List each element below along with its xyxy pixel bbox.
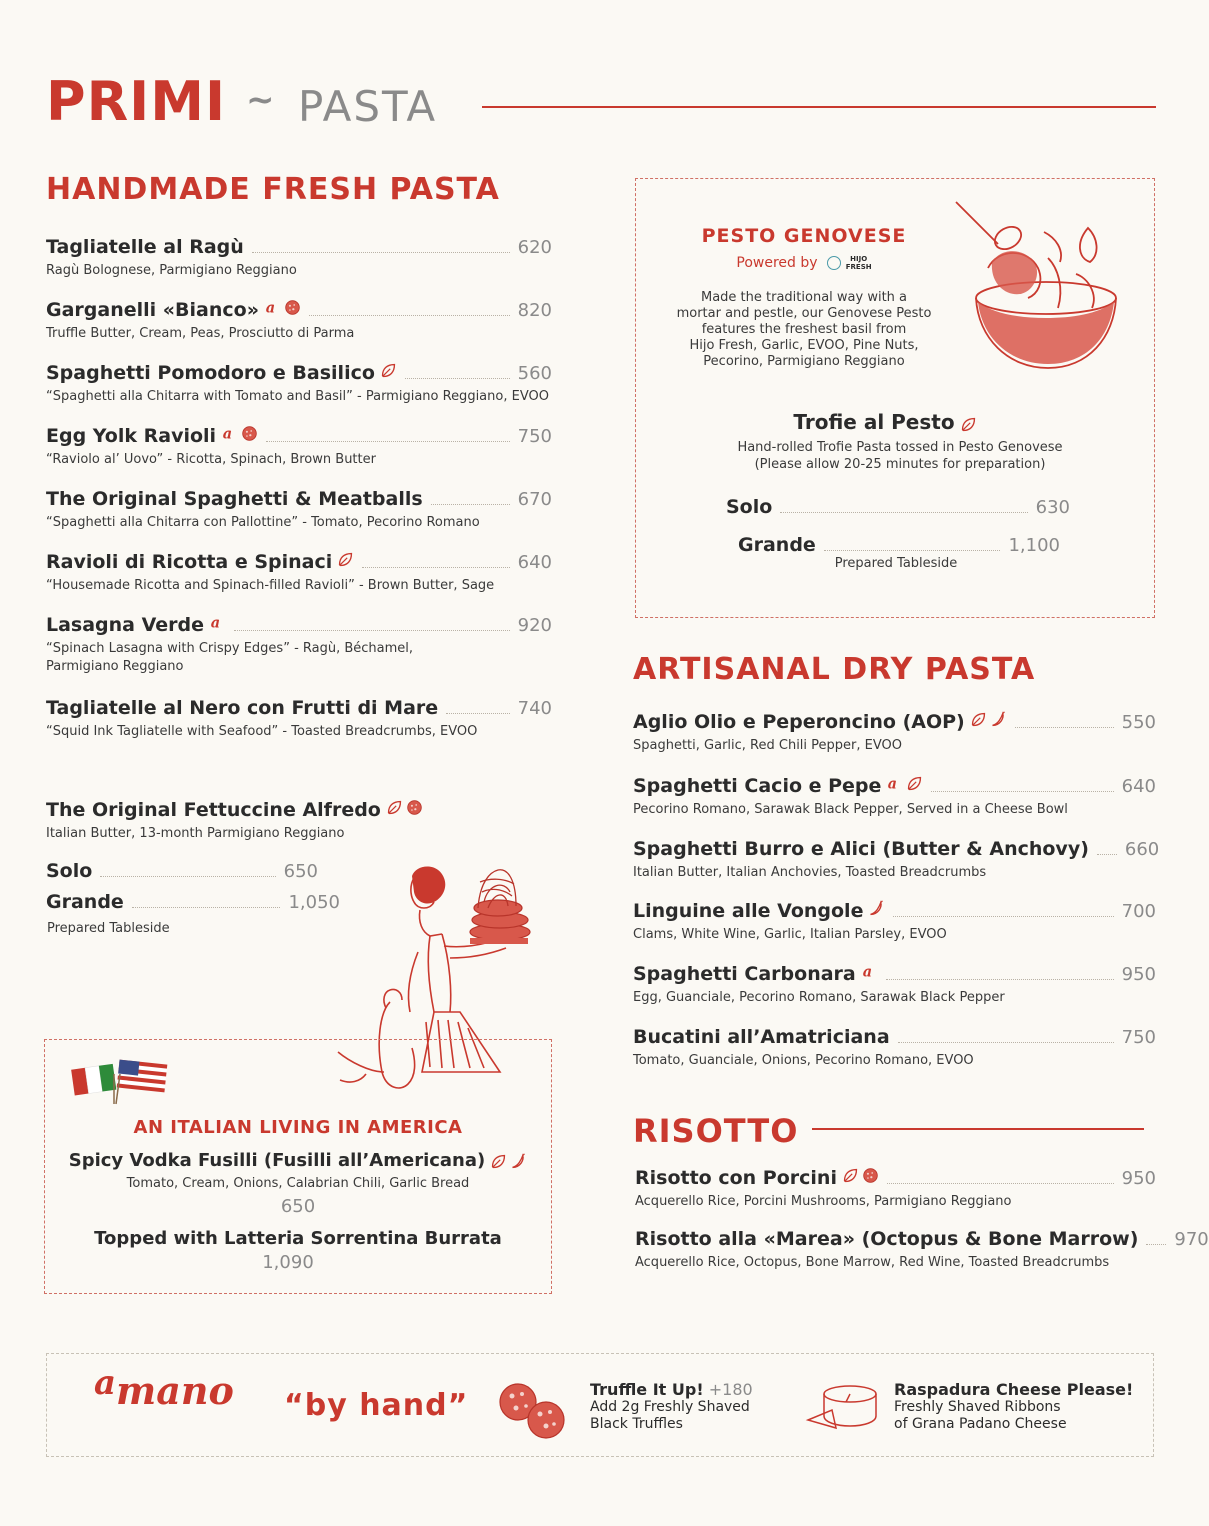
item-desc: Truffle Butter, Cream, Peas, Prosciutto di Parma xyxy=(46,326,355,341)
menu-item xyxy=(46,551,552,595)
amano-icon xyxy=(861,963,878,980)
item-desc: “Raviolo al’ Uovo” - Ricotta, Spinach, Brown Butter xyxy=(46,452,376,467)
dry-pasta-title: ARTISANAL DRY PASTA xyxy=(633,652,1036,687)
item-name: Ravioli di Ricotta e Spinaci xyxy=(46,551,333,573)
amano-icon xyxy=(209,614,226,631)
header-rule xyxy=(482,106,1156,108)
item-name: The Original Spaghetti & Meatballs xyxy=(46,488,423,510)
chili-icon xyxy=(510,1153,527,1170)
item-name: Garganelli «Bianco» xyxy=(46,299,259,321)
item-price: 560 xyxy=(517,363,552,384)
truffle-desc: Add 2g Freshly Shaved xyxy=(590,1399,750,1415)
item-price: 950 xyxy=(1121,1168,1156,1189)
item-price: 550 xyxy=(1121,712,1156,733)
item-name: Spaghetti Pomodoro e Basilico xyxy=(46,362,375,384)
amano-icon xyxy=(264,299,281,316)
pesto-powered xyxy=(646,252,962,271)
item-name: Risotto alla «Marea» (Octopus & Bone Marrow) xyxy=(635,1228,1139,1250)
amano-a: a xyxy=(94,1363,117,1403)
item-name: Spaghetti Burro e Alici (Butter & Anchovy) xyxy=(633,838,1089,860)
brand-top: HIJO xyxy=(850,254,868,263)
item-price: 640 xyxy=(1121,776,1156,797)
alfredo-grande xyxy=(46,891,340,913)
pesto-desc xyxy=(646,290,962,370)
menu-item xyxy=(633,900,1156,944)
item-desc: Acquerello Rice, Octopus, Bone Marrow, Red Wine, Toasted Breadcrumbs xyxy=(635,1255,1110,1270)
item-desc: Italian Butter, 13-month Parmigiano Reggiano xyxy=(46,826,345,841)
size-price: 1,050 xyxy=(288,892,340,913)
amano-logo xyxy=(94,1363,234,1413)
vegetarian-leaf-icon xyxy=(386,799,403,816)
item-desc: Clams, White Wine, Garlic, Italian Parsley, EVOO xyxy=(633,927,947,942)
item-name: Bucatini all’Amatriciana xyxy=(633,1026,890,1048)
item-desc: Parmigiano Reggiano xyxy=(46,659,184,674)
size-label: Grande xyxy=(46,891,124,913)
vegetarian-leaf-icon xyxy=(970,711,987,728)
hijo-fresh-logo-icon xyxy=(827,256,841,270)
item-name: Spaghetti Carbonara xyxy=(633,963,856,985)
pesto-desc-line: Pecorino, Parmigiano Reggiano xyxy=(703,354,905,369)
menu-item xyxy=(46,697,552,741)
menu-item xyxy=(633,963,1156,1007)
page-title: PRIMI xyxy=(46,70,227,133)
item-name: Spaghetti Cacio e Pepe xyxy=(633,775,882,797)
item-price: 670 xyxy=(517,489,552,510)
italy-usa-flags-icon xyxy=(68,1052,172,1106)
pesto-desc-line: Hijo Fresh, Garlic, EVOO, Pine Nuts, xyxy=(689,338,919,353)
vegetarian-leaf-icon xyxy=(960,416,977,433)
page-subtitle: PASTA xyxy=(298,82,438,131)
item-price: 750 xyxy=(517,426,552,447)
pesto-desc-line: Made the traditional way with a xyxy=(700,290,908,305)
item-name: Spicy Vodka Fusilli (Fusilli all’Americana) xyxy=(68,1150,486,1171)
item-desc: Acquerello Rice, Porcini Mushrooms, Parmigiano Reggiano xyxy=(635,1194,1012,1209)
item-price: 740 xyxy=(517,698,552,719)
size-label: Solo xyxy=(726,496,773,518)
cheese-title: Raspadura Cheese Please! xyxy=(894,1380,1134,1399)
item-desc: Ragù Bolognese, Parmigiano Reggiano xyxy=(46,263,297,278)
vegetarian-leaf-icon xyxy=(490,1153,507,1170)
alfredo-solo xyxy=(46,860,340,882)
vegetarian-leaf-icon xyxy=(906,775,923,792)
vegetarian-leaf-icon xyxy=(380,362,397,379)
size-price: 630 xyxy=(1035,497,1070,518)
trofie-note: Prepared Tableside xyxy=(834,556,958,571)
menu-item xyxy=(46,236,552,280)
size-price: 650 xyxy=(283,861,318,882)
mortar-pestle-illustration xyxy=(948,198,1128,378)
truffle-icon xyxy=(406,799,423,816)
item-desc: “Spaghetti alla Chitarra con Pallottine” - Tomato, Pecorino Romano xyxy=(46,515,480,530)
pesto-desc-line: mortar and pestle, our Genovese Pesto xyxy=(676,306,932,321)
item-desc: “Spaghetti alla Chitarra with Tomato and Basil” - Parmigiano Reggiano, EVOO xyxy=(46,389,549,404)
amano-icon xyxy=(886,775,903,792)
by-hand-label: “by hand” xyxy=(284,1388,469,1423)
item-price: 820 xyxy=(517,300,552,321)
size-label: Grande xyxy=(738,534,816,556)
cheese-desc: Freshly Shaved Ribbons xyxy=(894,1399,1061,1415)
risotto-rule xyxy=(812,1128,1144,1130)
size-price: 1,100 xyxy=(1008,535,1060,556)
item-note: (Please allow 20-25 minutes for preparation) xyxy=(754,457,1046,472)
hijo-fresh-logo-text xyxy=(846,255,872,271)
truffle-price: +180 xyxy=(708,1380,753,1399)
item-desc: Egg, Guanciale, Pecorino Romano, Sarawak Black Pepper xyxy=(633,990,1005,1005)
trofie-item xyxy=(635,410,1135,434)
truffle-icon xyxy=(284,299,301,316)
item-price: 970 xyxy=(1174,1229,1209,1250)
trofie-solo xyxy=(726,496,1070,518)
menu-item xyxy=(46,614,552,676)
menu-item xyxy=(635,1228,1209,1272)
item-price: 660 xyxy=(1124,839,1160,860)
item-desc: “Housemade Ricotta and Spinach-filled Ravioli” - Brown Butter, Sage xyxy=(46,578,495,593)
trofie-grande xyxy=(738,534,1060,556)
item-price: 750 xyxy=(1121,1027,1156,1048)
cheese-wheel-icon xyxy=(802,1380,882,1434)
truffle-icon xyxy=(496,1378,572,1442)
item-desc: Tomato, Cream, Onions, Calabrian Chili, Garlic Bread xyxy=(126,1176,470,1191)
menu-item xyxy=(633,775,1156,819)
vegetarian-leaf-icon xyxy=(842,1167,859,1184)
item-desc: Pecorino Romano, Sarawak Black Pepper, Served in a Cheese Bowl xyxy=(633,802,1068,817)
amano-mano: mano xyxy=(116,1368,234,1413)
item-desc: Tomato, Guanciale, Onions, Pecorino Romano, EVOO xyxy=(633,1053,974,1068)
cheese-desc: of Grana Padano Cheese xyxy=(894,1416,1067,1432)
alfredo-note: Prepared Tableside xyxy=(47,921,170,936)
item-name: The Original Fettuccine Alfredo xyxy=(46,799,381,821)
pesto-desc-line: features the freshest basil from xyxy=(701,322,907,337)
truffle-desc: Black Truffles xyxy=(590,1416,683,1432)
truffle-title: Truffle It Up! xyxy=(590,1380,704,1399)
item-name: Tagliatelle al Nero con Frutti di Mare xyxy=(46,697,439,719)
menu-item xyxy=(633,711,1156,755)
item-name: Egg Yolk Ravioli xyxy=(46,425,217,447)
item-price: 650 xyxy=(280,1196,316,1217)
chili-icon xyxy=(990,711,1007,728)
item-desc: “Squid Ink Tagliatelle with Seafood” - Toasted Breadcrumbs, EVOO xyxy=(46,724,478,739)
size-label: Solo xyxy=(46,860,93,882)
item-desc: Spaghetti, Garlic, Red Chili Pepper, EVOO xyxy=(633,738,902,753)
chili-icon xyxy=(868,900,885,917)
truffle-addon xyxy=(590,1380,753,1433)
item-desc: Italian Butter, Italian Anchovies, Toasted Breadcrumbs xyxy=(633,865,987,880)
item-name: Aglio Olio e Peperoncino (AOP) xyxy=(633,711,965,733)
menu-item xyxy=(46,299,552,343)
item-name: Risotto con Porcini xyxy=(635,1167,837,1189)
powered-by-label: Powered by xyxy=(736,255,818,271)
item-desc: Hand-rolled Trofie Pasta tossed in Pesto Genovese xyxy=(737,440,1063,455)
item-price: 620 xyxy=(517,237,552,258)
brand-bottom: FRESH xyxy=(845,262,872,271)
item-name: Lasagna Verde xyxy=(46,614,205,636)
truffle-icon xyxy=(862,1167,879,1184)
fresh-pasta-title: HANDMADE FRESH PASTA xyxy=(46,172,500,207)
truffle-icon xyxy=(241,425,258,442)
item-price: 640 xyxy=(517,552,552,573)
risotto-title: RISOTTO xyxy=(633,1112,799,1150)
item-price: 950 xyxy=(1121,964,1156,985)
title-tilde: ~ xyxy=(246,80,275,120)
menu-item xyxy=(46,488,552,532)
burrata-topping: Topped with Latteria Sorrentina Burrata xyxy=(94,1228,502,1249)
item-name: Trofie al Pesto xyxy=(793,410,955,434)
item-price: 1,090 xyxy=(262,1252,314,1273)
vodka-fusilli-item xyxy=(44,1150,552,1171)
vegetarian-leaf-icon xyxy=(337,551,354,568)
menu-item xyxy=(633,1026,1156,1070)
item-name: Tagliatelle al Ragù xyxy=(46,236,244,258)
italian-in-america-title: AN ITALIAN LIVING IN AMERICA xyxy=(133,1117,463,1138)
amano-icon xyxy=(221,425,238,442)
item-desc: “Spinach Lasagna with Crispy Edges” - Ragù, Béchamel, xyxy=(46,641,414,656)
pesto-title: PESTO GENOVESE xyxy=(701,225,907,247)
alfredo-item xyxy=(46,799,446,843)
page-header xyxy=(46,70,1156,140)
item-price: 700 xyxy=(1121,901,1156,922)
menu-item xyxy=(46,425,552,469)
menu-item xyxy=(46,362,552,406)
menu-item xyxy=(633,838,1160,882)
item-name: Linguine alle Vongole xyxy=(633,900,864,922)
menu-item xyxy=(635,1167,1156,1211)
item-price: 920 xyxy=(517,615,552,636)
cheese-addon xyxy=(894,1380,1133,1433)
